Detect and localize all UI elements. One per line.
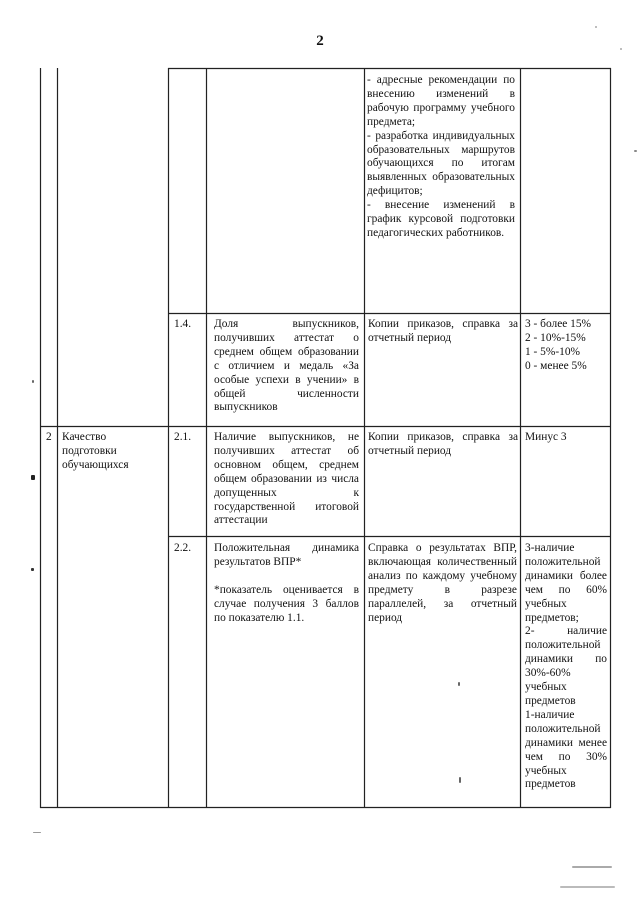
table-row [367, 74, 515, 241]
scan-speck [572, 866, 612, 868]
criterion-number-cell: 2 [46, 431, 52, 443]
scan-speck [32, 380, 34, 383]
indicator-text: Положительная динамика результатов ВПР* [214, 542, 359, 568]
subindex-cell: 2.1. [174, 431, 192, 443]
scan-speck [458, 682, 460, 686]
subindex-cell: 2.2. [174, 542, 192, 554]
scan-speck [634, 150, 637, 152]
score-cell: 3 - более 15% 2 - 10%-15% 1 - 5%-10% 0 - менее 5% [525, 318, 592, 372]
indicator-cell: Доля выпускников, получивших аттестат о среднем общем образовании с отличием и медаль «За особые успехи в учении» в общей численности выпускников [214, 318, 359, 414]
score-cell: Минус 3 [525, 431, 567, 443]
score-cell: 3-наличие положительной динамики более чем по 60% учебных предметов; 2- наличие положительной динамики по 30%-60% учебных предметов 1-наличие положительной динамики менее чем по 30% учебных предметов [525, 542, 607, 791]
indicator-cell [214, 542, 359, 626]
scan-speck [620, 48, 622, 50]
scan-speck [459, 777, 461, 783]
scan-speck [31, 475, 35, 480]
scan-speck [595, 26, 597, 28]
subindex-cell: 1.4. [174, 318, 192, 330]
criterion-cell: Качество подготовки обучающихся [62, 431, 129, 471]
scan-speck [33, 832, 41, 833]
source-cell: Справка о результатах ВПР, включающая количественный анализ по каждому учебному предмету в разрезе параллелей, за отчетный период [368, 542, 517, 624]
indicator-footnote: *показатель оценивается в случае получения 3 баллов по показателю 1.1. [214, 583, 359, 624]
source-cell: Копии приказов, справка за отчетный период [368, 318, 518, 344]
scan-speck [31, 568, 34, 571]
source-cell: - адресные рекомендации по внесению изменений в рабочую программу учебного предмета; - разработка индивидуальных образовательных маршрутов обучающихся по итогам выявленных образовательных дефицитов; - внесение изменений в график курсовой подготовки педагогических работников. [367, 74, 515, 239]
indicator-cell: Наличие выпускников, не получивших аттестат об основном общем, среднем общем образовании из числа допущенных к государственной итоговой аттестации [214, 431, 359, 527]
page-number: 2 [316, 33, 324, 49]
source-cell: Копии приказов, справка за отчетный период [368, 431, 518, 457]
scan-speck [560, 886, 615, 888]
